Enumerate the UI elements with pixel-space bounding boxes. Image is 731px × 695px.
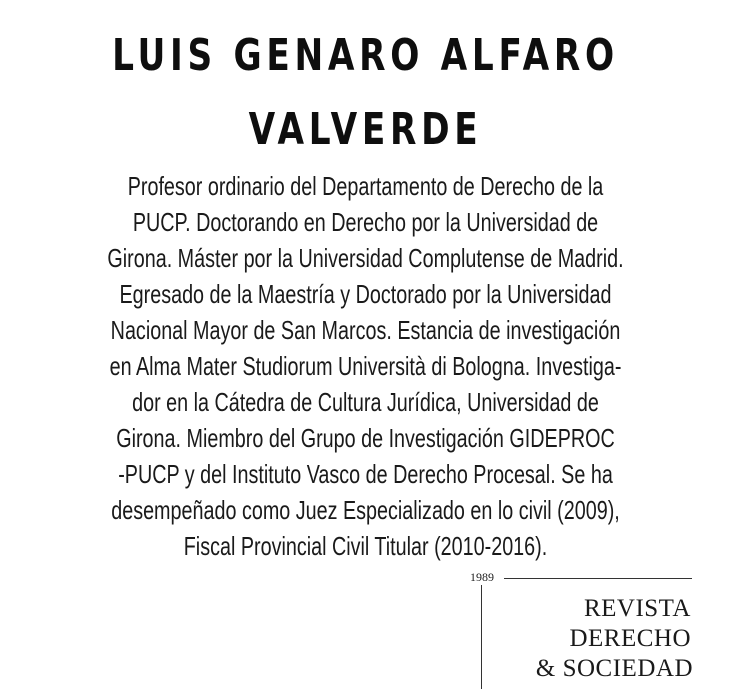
author-name-line-2: VALVERDE bbox=[248, 104, 483, 155]
logo-year: 1989 bbox=[470, 570, 494, 584]
bio-line: Profesor ordinario del Departamento de Derecho de la bbox=[127, 171, 604, 201]
logo-word-revista: REVISTA bbox=[583, 595, 691, 622]
bio-line: desempeñado como Juez Especializado en lo civil (2009), bbox=[111, 495, 620, 525]
bio-line: Girona. Máster por la Universidad Complutense de Madrid. bbox=[107, 243, 624, 273]
bio-line: Fiscal Provincial Civil Titular (2010-2016). bbox=[183, 531, 548, 561]
author-biography bbox=[0, 168, 731, 564]
logo-word-derecho: DERECHO bbox=[569, 625, 691, 652]
bio-line: en Alma Mater Studiorum Università di Bologna. Investiga- bbox=[109, 351, 622, 381]
bio-line: -PUCP y del Instituto Vasco de Derecho Procesal. Se ha bbox=[118, 459, 613, 489]
logo-vertical-rule bbox=[481, 585, 482, 689]
bio-line: PUCP. Doctorando en Derecho por la Universidad de bbox=[132, 207, 599, 237]
logo-horizontal-rule bbox=[504, 578, 692, 579]
logo-word-sociedad: & SOCIEDAD bbox=[535, 655, 693, 682]
bio-line: Girona. Miembro del Grupo de Investigación GIDEPROC bbox=[116, 423, 615, 453]
bio-line: Nacional Mayor de San Marcos. Estancia de investigación bbox=[110, 315, 621, 345]
author-name-line-1: LUIS GENARO ALFARO bbox=[112, 30, 619, 81]
bio-line: Egresado de la Maestría y Doctorado por la Universidad bbox=[119, 279, 612, 309]
bio-line: dor en la Cátedra de Cultura Jurídica, Universidad de bbox=[132, 387, 599, 417]
